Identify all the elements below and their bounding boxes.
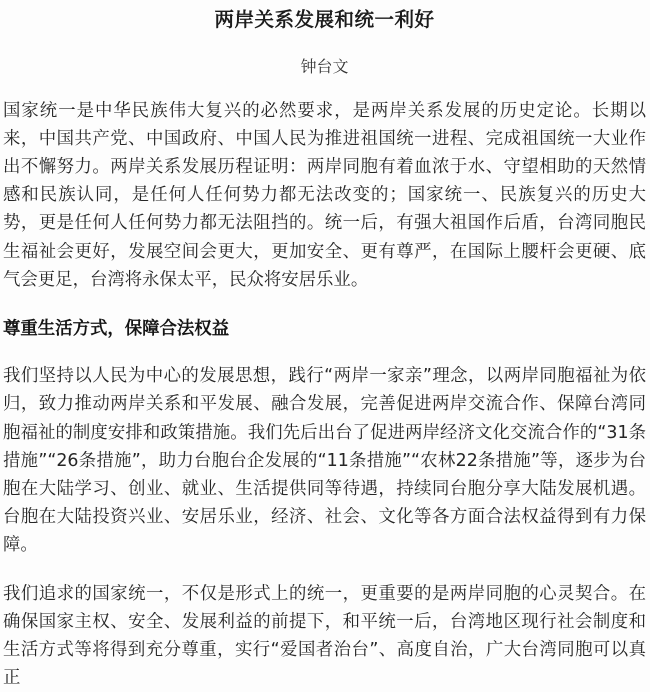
paragraph-1: 国家统一是中华民族伟大复兴的必然要求，是两岸关系发展的历史定论。长期以来，中国共产党、中国政府、中国人民为推进祖国统一进程、完成祖国统一大业作出不懈努力。两岸关系发展历程证明：两岸同胞有着血浓于水、守望相助的天然情感和民族认同，是任何人任何势力都无法改变的；国家统一、民族复兴的历史大势，更是任何人任何势力都无法阻挡的。统一后，有强大祖国作后盾，台湾同胞民生福祉会更好，发展空间会更大，更加安全、更有尊严，在国际上腰杆会更硬、底气会更足，台湾将永保太平，民众将安居乐业。 [3, 100, 646, 290]
author-byline: 钟台文 [300, 57, 349, 77]
paragraph-2: 我们坚持以人民为中心的发展思想，践行“两岸一家亲”理念，以两岸同胞福祉为依归，致力推动两岸关系和平发展、融合发展，完善促进两岸交流合作、保障台湾同胞福祉的制度安排和政策措施。我们先后出台了促进两岸经济文化交流合作的“31条措施”“26条措施”，助力台胞台企发展的“11条措施”“农林22条措施”等，逐步为台胞在大陆学习、创业、就业、生活提供同等待遇，持续同台胞分享大陆发展机遇。台胞在大陆投资兴业、安居乐业，经济、社会、文化等各方面合法权益得到有力保障。 [3, 366, 646, 556]
section-subheading: 尊重生活方式，保障合法权益 [3, 319, 230, 339]
paragraph-3: 我们追求的国家统一，不仅是形式上的统一，更重要的是两岸同胞的心灵契合。在确保国家主权、安全、发展利益的前提下，和平统一后，台湾地区现行社会制度和生活方式等将得到充分尊重，实行“爱国者治台”、高度自治，广大台湾同胞可以真正 [3, 583, 646, 689]
page-title: 两岸关系发展和统一利好 [214, 8, 435, 31]
